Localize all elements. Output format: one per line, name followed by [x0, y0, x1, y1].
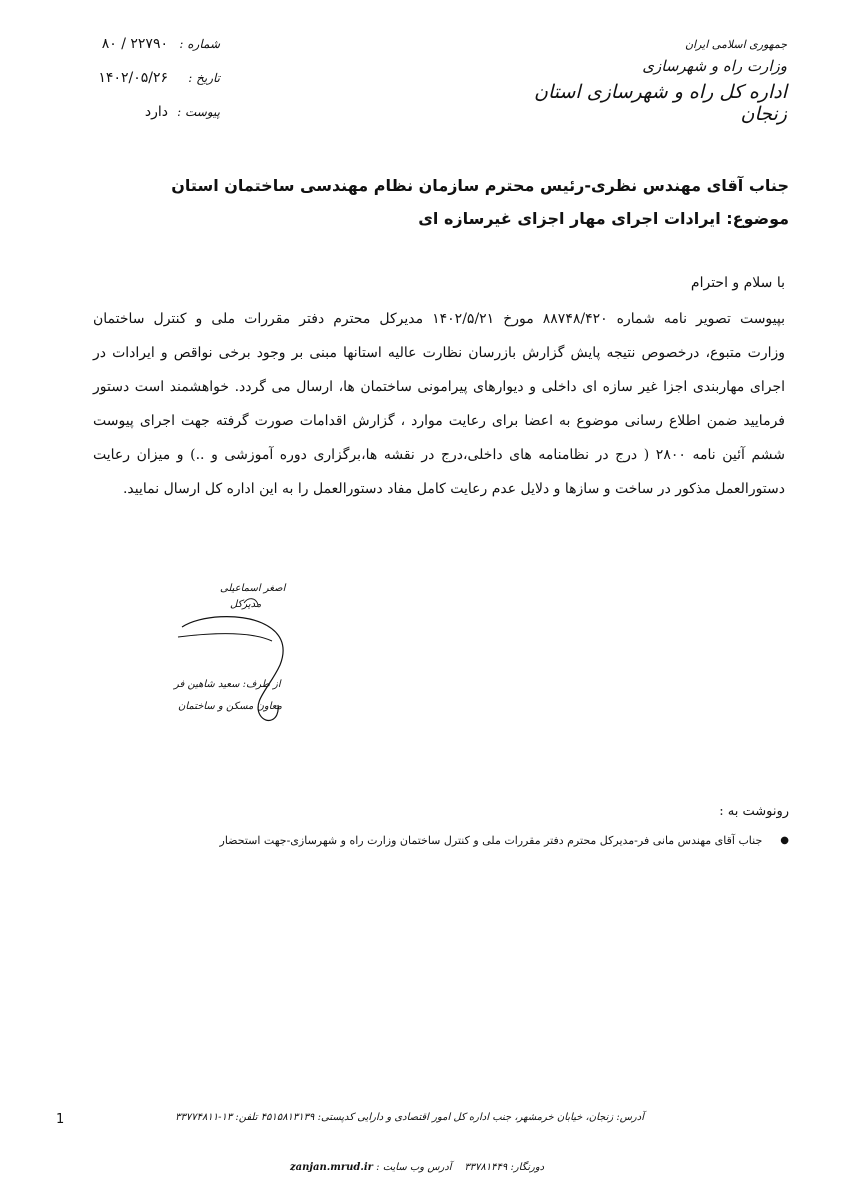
- signatory-name: اصغر اسماعیلی: [220, 583, 286, 594]
- ref-number-row: [55, 36, 220, 70]
- body-line: ششم آئین نامه ۲۸۰۰ ( درج در نظامنامه های داخلی،درج در نقشه ها،برگزاری دوره آموزشی و ..) و میزان رعایت: [93, 447, 785, 463]
- ref-attachment-value: دارد: [144, 104, 168, 120]
- on-behalf-name: از طرف: سعید شاهین فر: [174, 679, 281, 690]
- letterhead-country: جمهوری اسلامی ایران: [684, 38, 787, 51]
- cc-label: رونوشت به :: [719, 804, 789, 819]
- ref-date-label: تاریخ :: [188, 71, 220, 85]
- page-number: 1: [56, 1112, 65, 1127]
- body-line: فرمایید ضمن اطلاع رسانی موضوع به اعضا برای رعایت موارد ، گزارش اقدامات صورت گرفته جهت اجرای پیوست: [93, 413, 785, 429]
- website-link[interactable]: zanjan.mrud.ir: [290, 1162, 373, 1173]
- ref-date-value: ۱۴۰۲/۰۵/۲۶: [98, 70, 168, 86]
- body-line: وزارت متبوع، درخصوص نتیجه پایش گزارش بازرسان نظارت عالیه استانها مبنی بر وجود برخی نواقص و ایرادات در: [93, 345, 785, 361]
- ref-attachment-label: پیوست :: [177, 105, 220, 119]
- recipient-line: جناب آقای مهندس نظری-رئیس محترم سازمان نظام مهندسی ساختمان استان: [171, 176, 789, 195]
- letterhead-ministry: وزارت راه و شهرسازی: [642, 57, 787, 75]
- bullet-icon: ●: [780, 835, 789, 846]
- letterhead-office: اداره کل راه و شهرسازی استان زنجان: [534, 81, 787, 125]
- body-line: اجرای مهاربندی اجزا غیر سازه ای داخلی و دیوارهای پیرامونی ساختمان ها، ارسال می گردد. خواهشمند است دستور: [93, 379, 785, 395]
- ref-number-label: شماره :: [179, 37, 220, 51]
- cc-list: [220, 834, 789, 847]
- letter-body: [93, 302, 785, 506]
- subject-line: موضوع: ایرادات اجرای مهار اجزای غیرسازه ای: [418, 209, 789, 228]
- ref-date-row: [55, 70, 220, 104]
- cc-item-text: جناب آقای مهندس مانی فر-مدیرکل محترم دفتر مقررات ملی و کنترل ساختمان وزارت راه و شهرسازی-جهت استحضار: [219, 834, 763, 847]
- body-line: دستورالعمل مذکور در ساخت و سازها و دلایل عدم رعایت کامل مفاد دستورالعمل را به این اداره کل ارسال نمایید.: [122, 481, 785, 497]
- footer-web-label: آدرس وب سایت :: [376, 1162, 452, 1173]
- body-line: بپیوست تصویر نامه شماره ۸۸۷۴۸/۴۲۰ مورخ ۱۴۰۲/۵/۲۱ مدیرکل محترم دفتر مقررات ملی و کنترل ساختمان: [93, 311, 785, 327]
- reference-block: [55, 36, 220, 138]
- letterhead: [487, 38, 787, 125]
- ref-attachment-row: [55, 104, 220, 138]
- cc-item: [220, 834, 789, 847]
- ref-number-value: ۸۰ / ۲۲۷۹۰: [101, 36, 168, 52]
- footer-address: آدرس: زنجان، خیابان خرمشهر، جنب اداره کل امور اقتصادی و دارایی کدپستی: ۴۵۱۵۸۱۳۱۳۹ تلفن: ۱۳-۳۳۷۷۴۸۱۱: [175, 1112, 644, 1123]
- signatory-title: مدیرکل: [230, 599, 262, 610]
- footer-fax: دورنگار: ۳۳۷۸۱۴۴۹: [464, 1162, 545, 1173]
- footer-web: [290, 1162, 544, 1173]
- greeting: با سلام و احترام: [690, 275, 785, 291]
- on-behalf-title: معاون مسکن و ساختمان: [178, 701, 282, 712]
- signature-block: [170, 575, 310, 735]
